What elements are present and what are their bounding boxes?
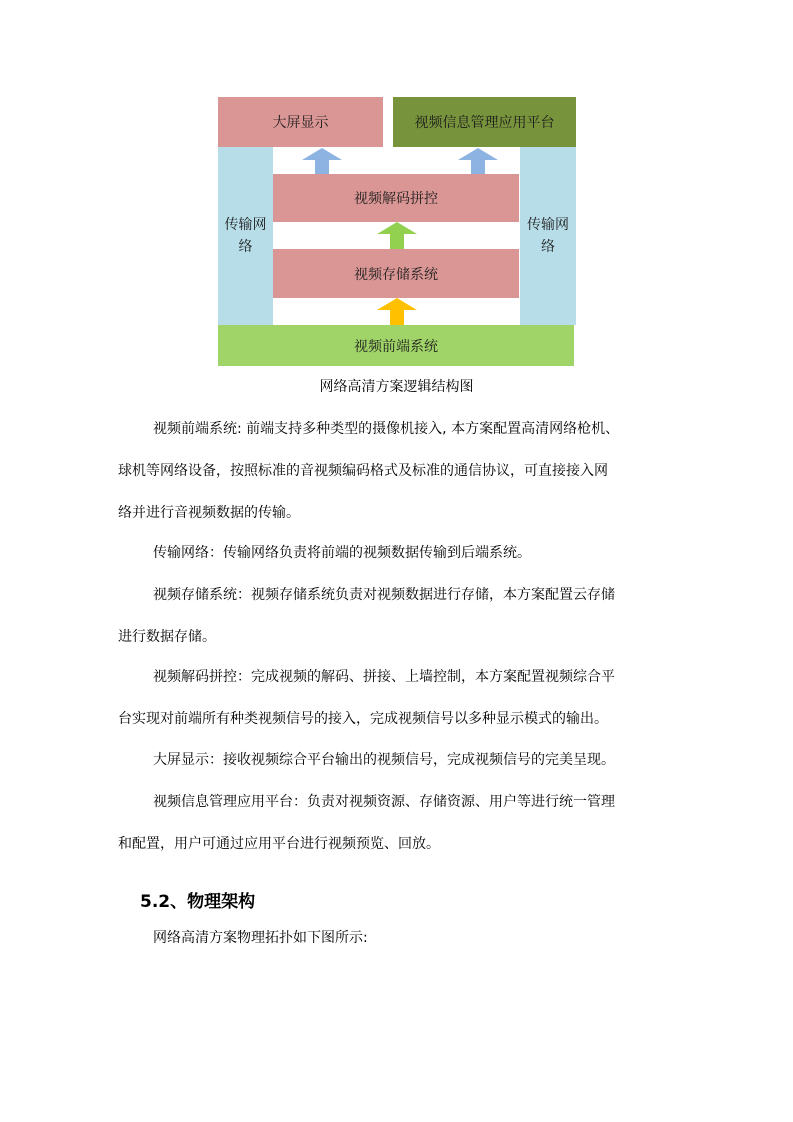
frontend-system-box [218,325,574,366]
para-storage-line1: 视频存储系统：视频存储系统负责对视频数据进行存储，本方案配置云存储 [153,587,615,603]
network-left-line1: 传输网 [224,217,267,233]
big-screen-label: 大屏显示 [272,115,329,131]
storage-system-box [273,249,519,298]
network-column-left [218,147,273,325]
para-mgmt-line1: 视频信息管理应用平台：负责对视频资源、存储资源、用户等进行统一管理 [153,794,615,810]
logical-structure-diagram [0,0,793,380]
network-right-line1: 传输网 [527,217,569,233]
storage-system-label: 视频存储系统 [354,266,438,283]
section-intro: 网络高清方案物理拓扑如下图所示: [153,930,368,946]
network-right-line2: 络 [541,239,555,255]
para-decode-line1: 视频解码拼控：完成视频的解码、拼接、上墙控制，本方案配置视频综合平 [153,669,615,685]
para-mgmt-line2: 和配置，用户可通过应用平台进行视频预览、回放。 [118,836,440,852]
decode-control-label: 视频解码拼控 [354,191,438,207]
para-frontend-line3: 络并进行音视频数据的传输。 [118,505,300,521]
para-frontend-line2: 球机等网络设备，按照标准的音视频编码格式及标准的通信协议，可直接接入网 [118,463,608,479]
big-screen-box [218,97,383,147]
section-heading: 5.2、物理架构 [140,892,256,912]
network-column-right [520,147,576,325]
para-frontend-line1: 视频前端系统: 前端支持多种类型的摄像机接入, 本方案配置高清网络枪机、 [153,421,620,437]
arrow-up-blue-right-icon [458,148,498,174]
para-decode-line2: 台实现对前端所有种类视频信号的接入，完成视频信号以多种显示模式的输出。 [118,711,608,727]
mgmt-platform-box [393,97,576,147]
para-network-line1: 传输网络：传输网络负责将前端的视频数据传输到后端系统。 [153,545,531,561]
arrow-up-blue-left-icon [302,148,342,174]
para-storage-line2: 进行数据存储。 [118,629,216,645]
para-bigscreen-line1: 大屏显示：接收视频综合平台输出的视频信号，完成视频信号的完美呈现。 [153,752,615,768]
network-left-line2: 络 [238,239,253,255]
figure-caption: 网络高清方案逻辑结构图 [319,379,474,395]
decode-control-box [273,174,519,222]
arrow-up-yellow-icon [377,298,417,325]
frontend-system-label: 视频前端系统 [354,338,438,355]
arrow-up-green-icon [377,222,417,249]
mgmt-platform-label: 视频信息管理应用平台 [414,115,555,131]
